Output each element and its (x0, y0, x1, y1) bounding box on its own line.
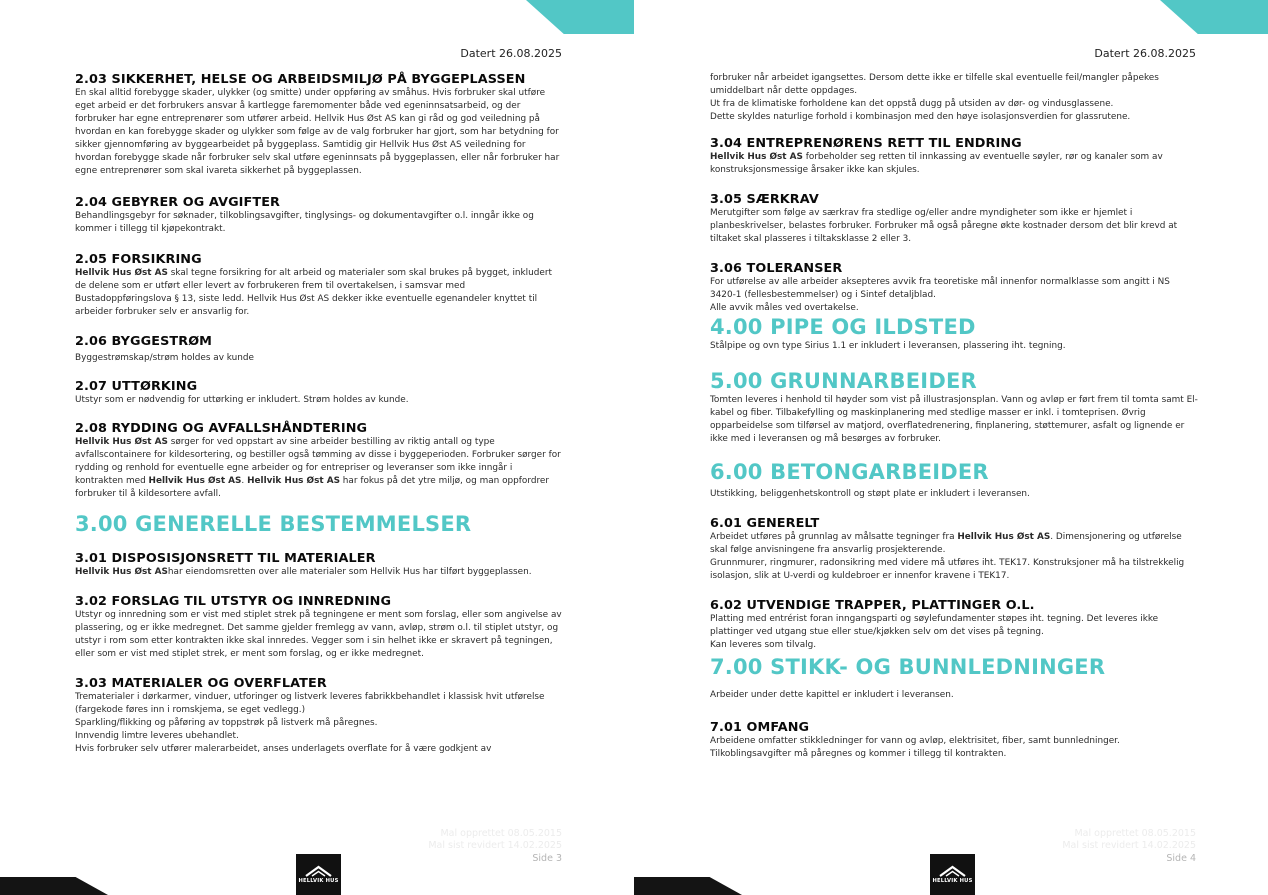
section-heading: 2.08 RYDDING OG AVFALLSHÅNDTERING (75, 421, 368, 436)
section-heading: 3.02 FORSLAG TIL UTSTYR OG INNREDNING (75, 594, 392, 609)
logo-text: HELLVIK HUS (298, 878, 339, 884)
hellvik-hus-logo (930, 854, 975, 895)
logo-text: HELLVIK HUS (932, 878, 973, 884)
corner-accent-top (1160, 0, 1268, 34)
section-3-03 (75, 676, 563, 756)
section-text: For utførelse av alle arbeider aksepteres avvik fra teoretiske mål innenfor normalklasse som angitt i NS 3420-1 (fellesbestemmelser) og i Sintef detaljblad. (710, 277, 1170, 300)
section-heading: 3.03 MATERIALER OG OVERFLATER (75, 676, 327, 691)
chapter-heading: 4.00 PIPE OG ILDSTED (710, 315, 976, 339)
document-page-4 (634, 0, 1268, 895)
section-heading: 2.04 GEBYRER OG AVGIFTER (75, 195, 281, 210)
section-heading: 2.03 SIKKERHET, HELSE OG ARBEIDSMILJØ PÅ BYGGEPLASSEN (75, 72, 526, 87)
section-text: Ut fra de klimatiske forholdene kan det oppstå dugg på utsiden av dør- og vindusglassene. (710, 99, 1114, 109)
section-2-05 (75, 252, 563, 319)
date-label: Datert 26.08.2025 (1094, 47, 1196, 60)
section-text: En skal alltid forebygge skader, ulykker (og smitte) under oppføring av småhus. Hvis forbruker skal utføre eget arbeid er det forbrukers ansvar å kartlegge faremomenter både ved egeninnsatsarbeid, og der forbruker har egne entreprenører som utfører arbeid. Hellvik Hus Øst AS kan gi råd og god veiledning på hvordan en kan forebygge skader og ulykker som følge av de valg forbruker har gjort, som har betydning for sikker gjennomføring av byggearbeidet på byggeplass. Samtidig gir Hellvik Hus Øst AS veiledning for hvordan forebygge skade når forbruker selv skal utføre egeninnsats på byggeplassen, eller når forbruker har egne entreprenører som skal ivareta sikkerhet på byggeplassen. (75, 88, 560, 176)
template-revised: Mal sist revidert 14.02.2025 (1062, 839, 1196, 851)
corner-accent-top (526, 0, 634, 34)
section-text: forbruker når arbeidet igangsettes. Dersom dette ikke er tilfelle skal eventuelle feil/mangler påpekes umiddelbart når dette oppdages. (710, 73, 1159, 96)
section-2-03 (75, 72, 563, 178)
section-6-02 (710, 598, 1198, 652)
section-text: Grunnmurer, ringmurer, radonsikring med videre må utføres iht. TEK17. Konstruksjoner må ha tilstrekkelig isolasjon, slik at U-verdi og kuldebroer er innenfor kravene i TEK17. (710, 558, 1185, 581)
page-content (710, 72, 1198, 776)
section-text: Arbeidet utføres på grunnlag av målsatte tegninger fra Hellvik Hus Øst AS. Dimensjonering og utførelse skal følge anvisningene fra ansvarlig prosjekterende. (710, 532, 1182, 555)
section-text: Arbeider under dette kapittel er inkludert i leveransen. (710, 690, 954, 700)
section-text: Arbeidene omfatter stikkledninger for vann og avløp, elektrisitet, fiber, samt bunnledninger. (710, 736, 1120, 746)
section-heading: 2.05 FORSIKRING (75, 252, 202, 267)
corner-accent-bottom (634, 877, 742, 895)
section-text: Utstikking, beliggenhetskontroll og støpt plate er inkludert i leveransen. (710, 489, 1030, 499)
chapter-heading: 5.00 GRUNNARBEIDER (710, 369, 977, 393)
section-text: Stålpipe og ovn type Sirius 1.1 er inkludert i leveransen, plassering iht. tegning. (710, 341, 1066, 351)
section-text: Hellvik Hus Øst AS sørger for ved oppstart av sine arbeider bestilling av riktig antall og type avfallscontainere for kildesortering, og bestiller også tømming av disse i byggeperioden. Forbruker sørger for rydding og renhold for eventuelle egne arbeider og for entrepriser og leveranser som ikke inngår i kontrakten med Hellvik Hus Øst AS. Hellvik Hus Øst AS har fokus på det ytre miljø, og man oppfordrer forbruker til å kildesortere avfall. (75, 437, 561, 499)
template-revised: Mal sist revidert 14.02.2025 (428, 839, 562, 851)
section-heading: 6.02 UTVENDIGE TRAPPER, PLATTINGER O.L. (710, 598, 1035, 613)
section-text: Dette skyldes naturlige forhold i kombinasjon med den høye isolasjonsverdien for glassrutene. (710, 112, 1131, 122)
section-text: Kan leveres som tilvalg. (710, 640, 817, 650)
template-meta (1062, 828, 1196, 851)
section-heading: 7.01 OMFANG (710, 720, 810, 735)
section-heading: 3.01 DISPOSISJONSRETT TIL MATERIALER (75, 551, 376, 566)
roof-icon (939, 865, 966, 877)
section-text: Alle avvik måles ved overtakelse. (710, 303, 859, 313)
company-name: Hellvik Hus Øst AS (75, 268, 168, 278)
company-name: Hellvik Hus Øst AS (247, 476, 340, 486)
section-4-00 (710, 315, 1198, 353)
section-heading: 3.05 SÆRKRAV (710, 192, 819, 207)
corner-accent-bottom (0, 877, 108, 895)
section-5-00 (710, 369, 1198, 446)
company-name: Hellvik Hus Øst AS (75, 437, 168, 447)
section-7-00 (710, 655, 1198, 702)
section-heading: 6.01 GENERELT (710, 516, 820, 531)
section-3-02 (75, 594, 563, 661)
section-2-08 (75, 421, 563, 501)
company-name: Hellvik Hus Øst AS (75, 567, 168, 577)
section-heading: 3.06 TOLERANSER (710, 261, 843, 276)
section-2-06 (75, 334, 563, 365)
section-text: Sparkling/flikking og påføring av toppstrøk på listverk må påregnes. (75, 718, 378, 728)
company-name: Hellvik Hus Øst AS (957, 532, 1051, 542)
section-heading: 2.06 BYGGESTRØM (75, 334, 213, 349)
page-content (75, 72, 563, 771)
section-text: Hellvik Hus Øst AShar eiendomsretten over alle materialer som Hellvik Hus har tilført byggeplassen. (75, 567, 532, 577)
section-text: Utstyr og innredning som er vist med stiplet strek på tegningene er ment som forslag, eller som angivelse av plassering, og er ikke medregnet. Det samme gjelder fremlegg av vann, avløp, strøm o.l. til stiplet utstyr, og utstyr i rom som etter kontrakten ikke skal innredes. Vegger som i sin helhet ikke er skravert på tegningen, eller som er vist med stiplet strek, er ment som forslag, og er ikke medregnet. (75, 610, 562, 659)
section-text: Platting med entrérist foran inngangsparti og søylefundamenter støpes iht. tegning. Det leveres ikke plattinger ved utgang stue eller stue/kjøkken selv om det vises på tegning. (710, 614, 1159, 637)
company-name: Hellvik Hus Øst AS (148, 476, 242, 486)
template-meta (428, 828, 562, 851)
date-label: Datert 26.08.2025 (460, 47, 562, 60)
template-created: Mal opprettet 08.05.2015 (1074, 828, 1196, 839)
section-text: Hellvik Hus Øst AS forbeholder seg retten til innkassing av eventuelle søyler, rør og kanaler som av konstruksjonsmessige årsaker ikke kan skjules. (710, 152, 1163, 175)
section-text: Tilkoblingsavgifter må påregnes og kommer i tillegg til kontrakten. (710, 749, 1007, 759)
section-text: Byggestrømskap/strøm holdes av kunde (75, 353, 254, 363)
section-text: Behandlingsgebyr for søknader, tilkoblingsavgifter, tinglysings- og dokumentavgifter o.l. inngår ikke og kommer i tillegg til kjøpekontrakt. (75, 211, 534, 234)
section-3-01 (75, 551, 563, 579)
section-3-05 (710, 192, 1198, 246)
section-text: Merutgifter som følge av særkrav fra stedlige og/eller andre myndigheter som ikke er hjemlet i planbeskrivelser, belastes forbruker. Forbruker må også påregne økte kostnader dersom det blir krevd at tiltaket skal plasseres i tiltaksklasse 2 eller 3. (710, 208, 1178, 244)
section-3-06 (710, 261, 1198, 315)
section-6-01 (710, 516, 1198, 583)
section-text: Tomten leveres i henhold til høyder som vist på illustrasjonsplan. Vann og avløp er ført frem til tomta samt El-kabel og fiber. Tilbakefylling og maskinplanering med stedlige masser er inkl. i tomteprisen. Øvrig opparbeidelse som tilførsel av matjord, overflatedrenering, finplanering, støttemurer, asfalt og lignende er ikke med i leveransen og må besørges av forbruker. (710, 395, 1198, 444)
section-text: Trematerialer i dørkarmer, vinduer, utforinger og listverk leveres fabrikkbehandlet i klassisk hvit utførelse (fargekode føres inn i romskjema, se eget vedlegg.) (75, 692, 545, 715)
hellvik-hus-logo (296, 854, 341, 895)
section-6-00 (710, 460, 1198, 501)
section-2-04 (75, 195, 563, 236)
section-7-01 (710, 720, 1198, 761)
company-name: Hellvik Hus Øst AS (710, 152, 803, 162)
section-heading: 2.07 UTTØRKING (75, 379, 198, 394)
chapter-heading: 7.00 STIKK- OG BUNNLEDNINGER (710, 655, 1106, 679)
section-3-04 (710, 136, 1198, 177)
section-text: Hellvik Hus Øst AS skal tegne forsikring for alt arbeid og materialer som skal brukes på bygget, inkludert de delene som er utført eller levert av forbrukeren frem til overtakelsen, i samsvar med Bustadoppføringslova § 13, siste ledd. Hellvik Hus Øst AS dekker ikke eventuelle egenandeler knyttet til arbeider forbruker selv er ansvarlig for. (75, 268, 552, 317)
chapter-heading-3-00: 3.00 GENERELLE BESTEMMELSER (75, 512, 472, 536)
page-number: Side 3 (532, 853, 562, 864)
section-heading: 3.04 ENTREPRENØRENS RETT TIL ENDRING (710, 136, 1022, 151)
section-3-03-continued (710, 72, 1198, 124)
chapter-heading: 6.00 BETONGARBEIDER (710, 460, 989, 484)
page-number: Side 4 (1166, 853, 1196, 864)
section-2-07 (75, 379, 563, 407)
template-created: Mal opprettet 08.05.2015 (440, 828, 562, 839)
section-text: Hvis forbruker selv utfører malerarbeidet, anses underlagets overflate for å være godkjent av (75, 744, 492, 754)
roof-icon (305, 865, 332, 877)
section-text: Utstyr som er nødvendig for uttørking er inkludert. Strøm holdes av kunde. (75, 395, 409, 405)
section-text: Innvendig limtre leveres ubehandlet. (75, 731, 239, 741)
